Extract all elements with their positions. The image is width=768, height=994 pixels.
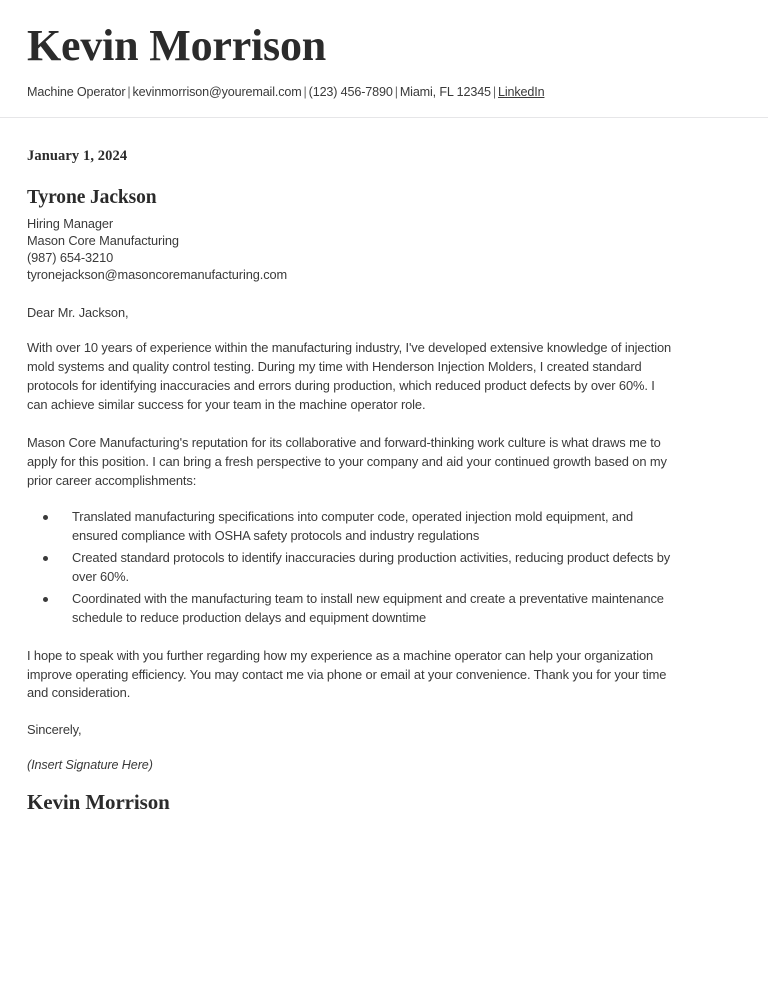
list-item-text: Created standard protocols to identify inaccuracies during production activities, reducing product defects by over 60%. [72,549,671,584]
list-item-text: Translated manufacturing specifications into computer code, operated injection mold equipment, and ensured compliance with OSHA safety protocols and industry regulations [72,508,634,543]
letter-body [0,126,720,816]
linkedin-link[interactable]: LinkedIn [498,84,545,99]
signature-name: Kevin Morrison [27,790,170,815]
contact-separator: | [127,84,131,99]
body-paragraph-3: I hope to speak with you further regarding how my experience as a machine operator can help your organization improve operating efficiency. You may contact me via phone or email at your convenience. Thank you for your time and consideration. [27,647,667,701]
page-title: Kevin Morrison [27,21,327,70]
accomplishments-list [27,508,672,628]
recipient-phone: (987) 654-3210 [27,249,114,265]
salutation: Dear Mr. Jackson, [27,304,129,320]
header-divider [0,117,768,118]
contact-separator: | [394,84,398,99]
recipient-email: tyronejackson@masoncoremanufacturing.com [27,266,288,282]
letter-date: January 1, 2024 [27,147,128,164]
letter-header [0,0,768,100]
list-item [27,549,672,587]
contact-phone: (123) 456-7890 [308,84,393,99]
contact-location: Miami, FL 12345 [399,84,491,99]
contact-email: kevinmorrison@youremail.com [132,84,302,99]
contact-line [27,84,741,100]
bullet-point-icon [43,556,48,561]
contact-separator: | [492,84,497,99]
recipient-title: Hiring Manager [27,215,114,231]
bullet-point-icon [43,597,48,602]
list-item [27,508,672,546]
recipient-name: Tyrone Jackson [27,186,157,208]
closing-salutation: Sincerely, [27,722,82,738]
body-paragraph-2: Mason Core Manufacturing's reputation for its collaborative and forward-thinking work culture is what draws me to apply for this position. I can bring a fresh perspective to your company and aid your continued growth based on my prior career accomplishments: [27,434,667,488]
contact-job-title: Machine Operator [27,84,126,99]
list-item [27,590,672,628]
list-item-text: Coordinated with the manufacturing team to install new equipment and create a preventative maintenance schedule to reduce production delays and equipment downtime [72,590,664,625]
recipient-company: Mason Core Manufacturing [27,232,179,248]
contact-separator: | [303,84,307,99]
body-paragraph-1: With over 10 years of experience within the manufacturing industry, I've developed extensive knowledge of injection mold systems and quality control testing. During my time with Henderson Injection Molders, I created standard protocols for identifying inaccuracies and errors during production, which reduced product defects by over 60%. I can achieve similar success for your team in the machine operator role. [27,339,672,412]
recipient-block [27,187,672,283]
bullet-point-icon [43,515,48,520]
signature-placeholder: (Insert Signature Here) [27,758,153,773]
